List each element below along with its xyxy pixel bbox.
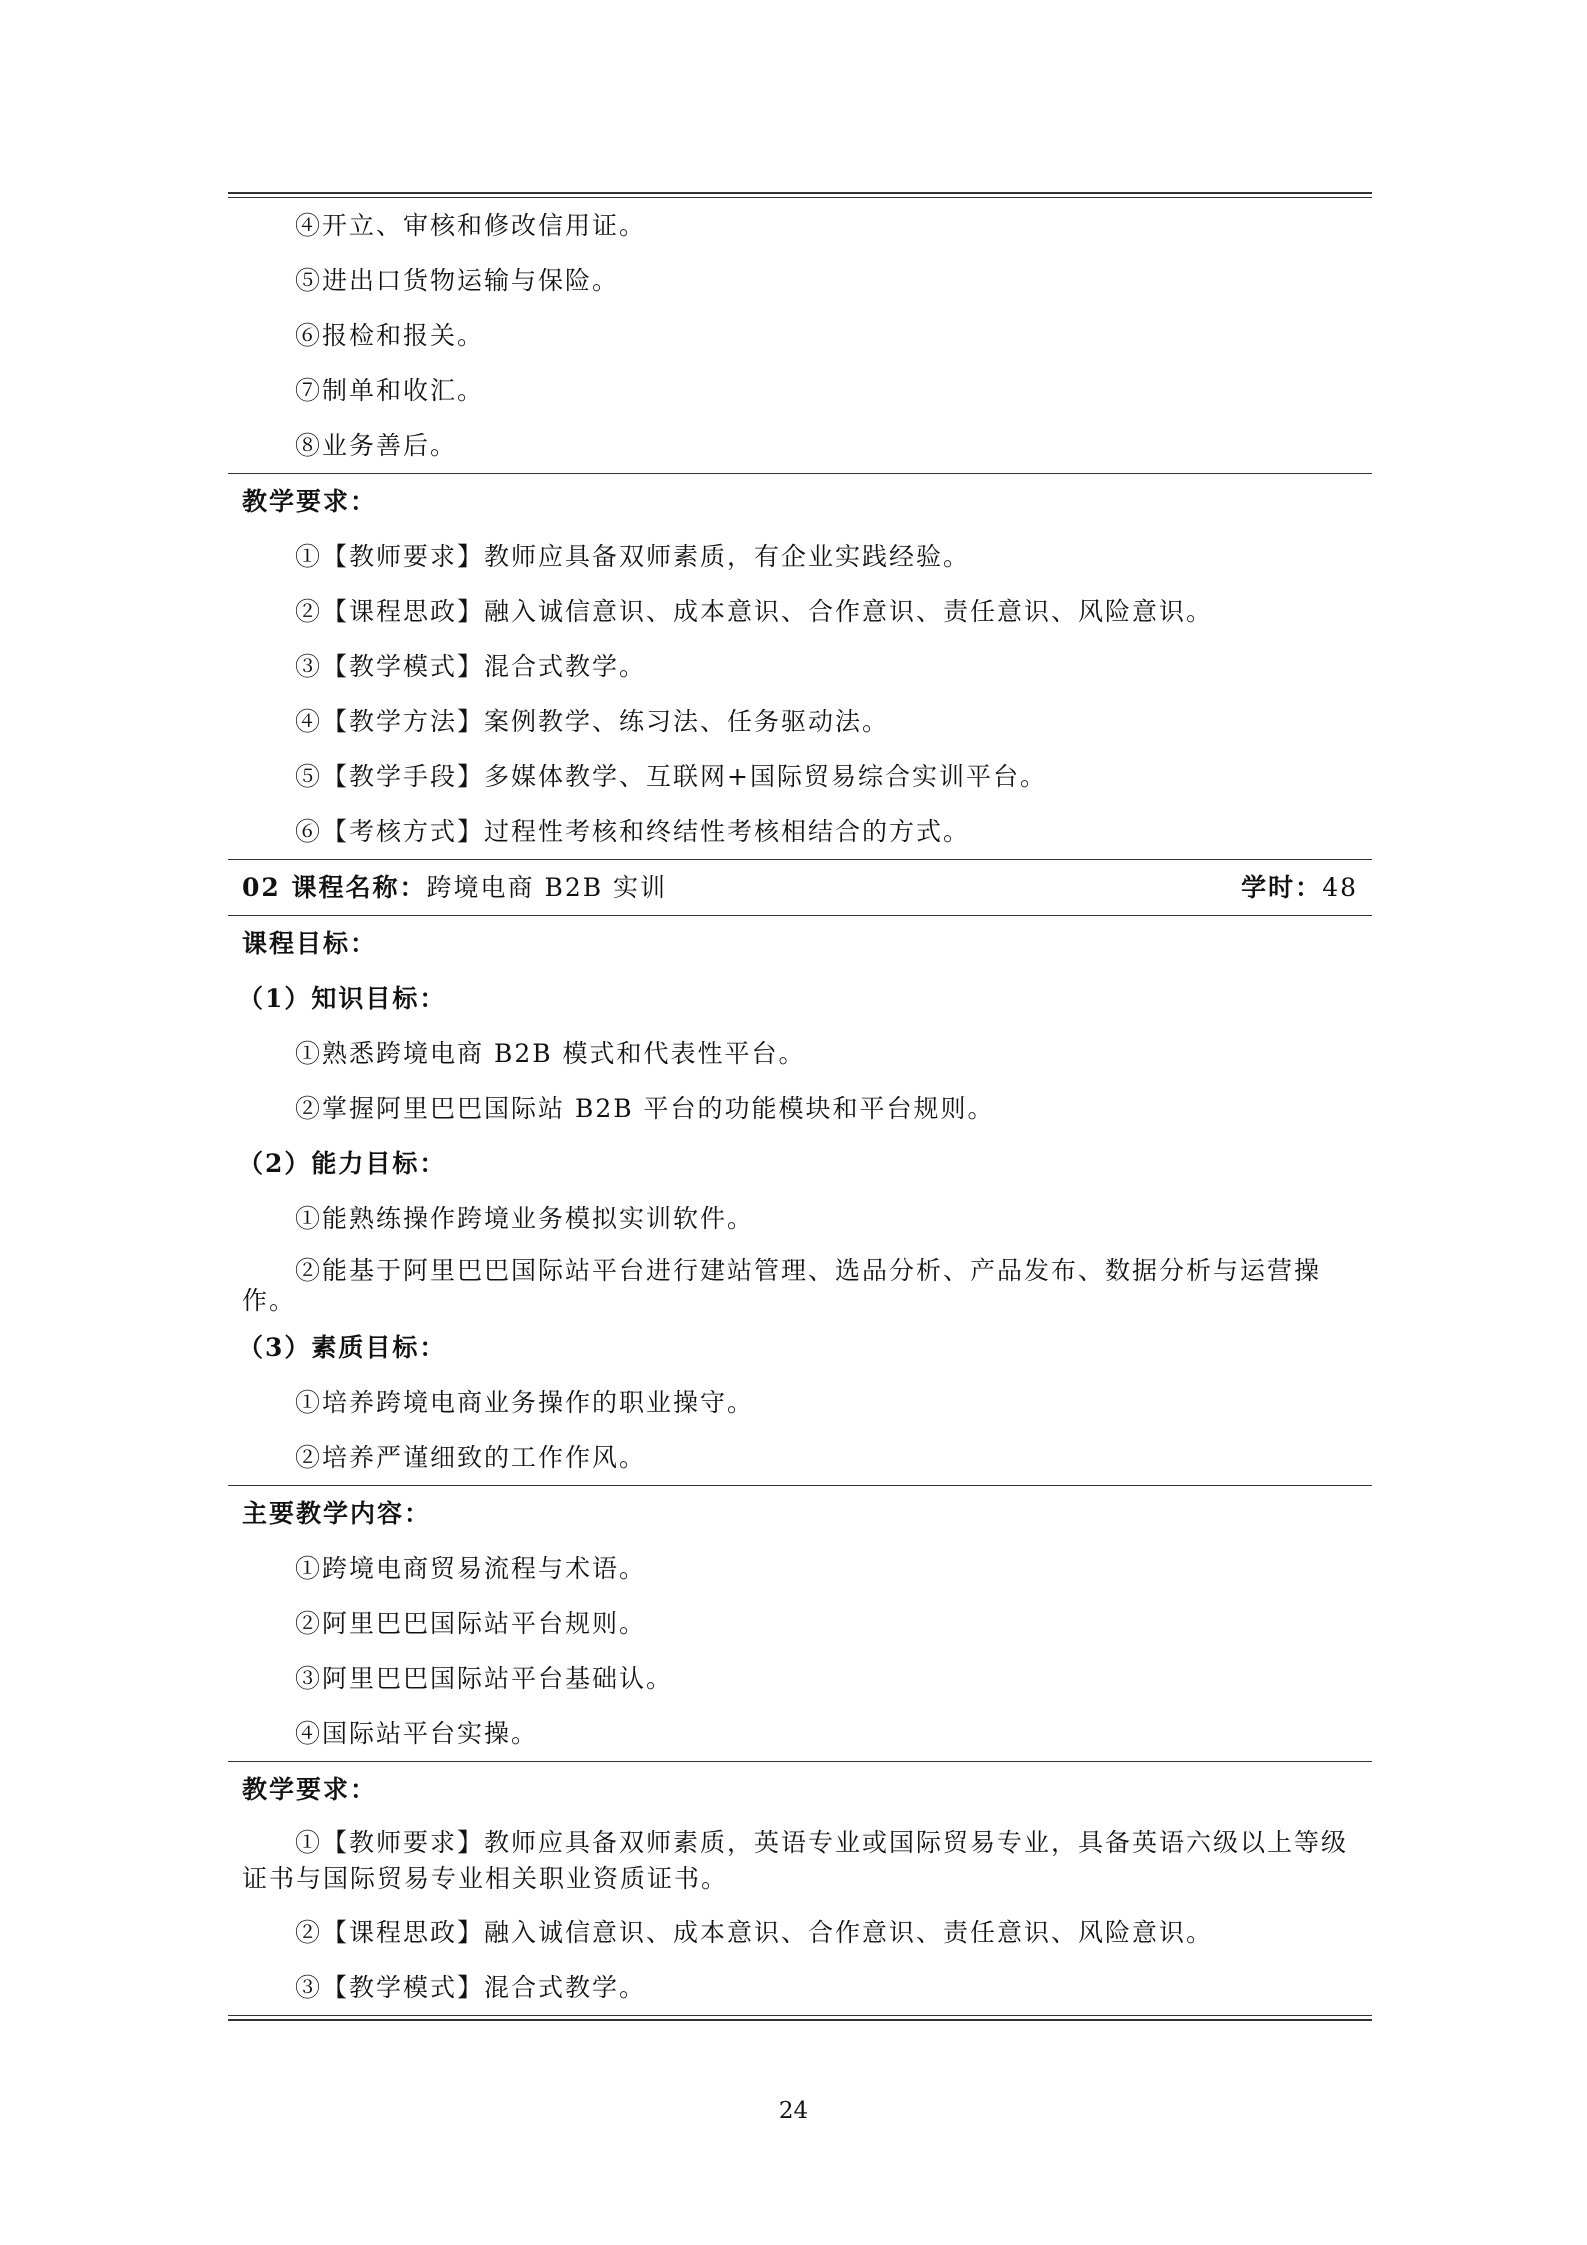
course-name-label: 02 课程名称： — [242, 873, 427, 902]
hours-value: 48 — [1322, 873, 1358, 902]
bottom-rule — [228, 2015, 1372, 2021]
course-name: 跨境电商 B2B 实训 — [426, 873, 668, 902]
subsection-heading: （2）能力目标： — [238, 1149, 447, 1178]
list-item: ②【课程思政】融入诚信意识、成本意识、合作意识、责任意识、风险意识。 — [295, 1918, 1214, 1947]
section-heading: 主要教学内容： — [242, 1499, 432, 1528]
list-item: ②【课程思政】融入诚信意识、成本意识、合作意识、责任意识、风险意识。 — [295, 597, 1214, 626]
list-item: ①熟悉跨境电商 B2B 模式和代表性平台。 — [295, 1039, 806, 1068]
section-heading: 教学要求： — [242, 487, 378, 516]
subsection-heading: （1）知识目标： — [238, 984, 447, 1013]
list-item: ②培养严谨细致的工作作风。 — [295, 1443, 647, 1472]
hours-label: 学时： — [1241, 873, 1323, 902]
list-item: ④国际站平台实操。 — [295, 1719, 539, 1748]
course-goals — [228, 916, 1372, 1485]
main-teaching-content — [228, 1486, 1372, 1761]
list-item: ⑥【考核方式】过程性考核和终结性考核相结合的方式。 — [295, 817, 971, 846]
course-hours — [1241, 860, 1358, 915]
section-heading: 课程目标： — [242, 929, 378, 958]
list-item: ⑥报检和报关。 — [295, 321, 485, 350]
list-item: ①跨境电商贸易流程与术语。 — [295, 1554, 647, 1583]
list-item: ③【教学模式】混合式教学。 — [295, 652, 647, 681]
list-item: ①培养跨境电商业务操作的职业操守。 — [295, 1388, 755, 1417]
teaching-requirements-1 — [228, 474, 1372, 859]
list-item: ②阿里巴巴国际站平台规则。 — [295, 1609, 647, 1638]
course-header-row — [228, 860, 1372, 915]
course-title — [242, 860, 667, 915]
list-item: ④【教学方法】案例教学、练习法、任务驱动法。 — [295, 707, 890, 736]
list-item: ⑤【教学手段】多媒体教学、互联网+国际贸易综合实训平台。 — [295, 762, 1047, 791]
list-item: ⑦制单和收汇。 — [295, 376, 485, 405]
list-item: ⑤进出口货物运输与保险。 — [295, 266, 620, 295]
list-item: ③【教学模式】混合式教学。 — [295, 1973, 647, 2002]
list-item: ⑧业务善后。 — [295, 431, 458, 460]
teaching-requirements-2 — [228, 1762, 1372, 2015]
section-heading: 教学要求： — [242, 1775, 378, 1804]
list-item: ②掌握阿里巴巴国际站 B2B 平台的功能模块和平台规则。 — [295, 1094, 995, 1123]
subsection-heading: （3）素质目标： — [238, 1333, 447, 1362]
list-item-wrapped: ②能基于阿里巴巴国际站平台进行建站管理、选品分析、产品发布、数据分析与运营操作。 — [242, 1256, 1322, 1315]
list-item: ④开立、审核和修改信用证。 — [295, 211, 647, 240]
list-item: ①【教师要求】教师应具备双师素质，有企业实践经验。 — [295, 542, 971, 571]
page-number: 24 — [778, 2098, 809, 2124]
list-item: ③阿里巴巴国际站平台基础认。 — [295, 1664, 674, 1693]
list-item: ①能熟练操作跨境业务模拟实训软件。 — [295, 1204, 755, 1233]
list-item-wrapped: ①【教师要求】教师应具备双师素质，英语专业或国际贸易专业，具备英语六级以上等级证书与国际贸易专业相关职业资质证书。 — [242, 1828, 1349, 1893]
content-section-1 — [228, 198, 1372, 473]
syllabus-table — [228, 192, 1372, 2021]
